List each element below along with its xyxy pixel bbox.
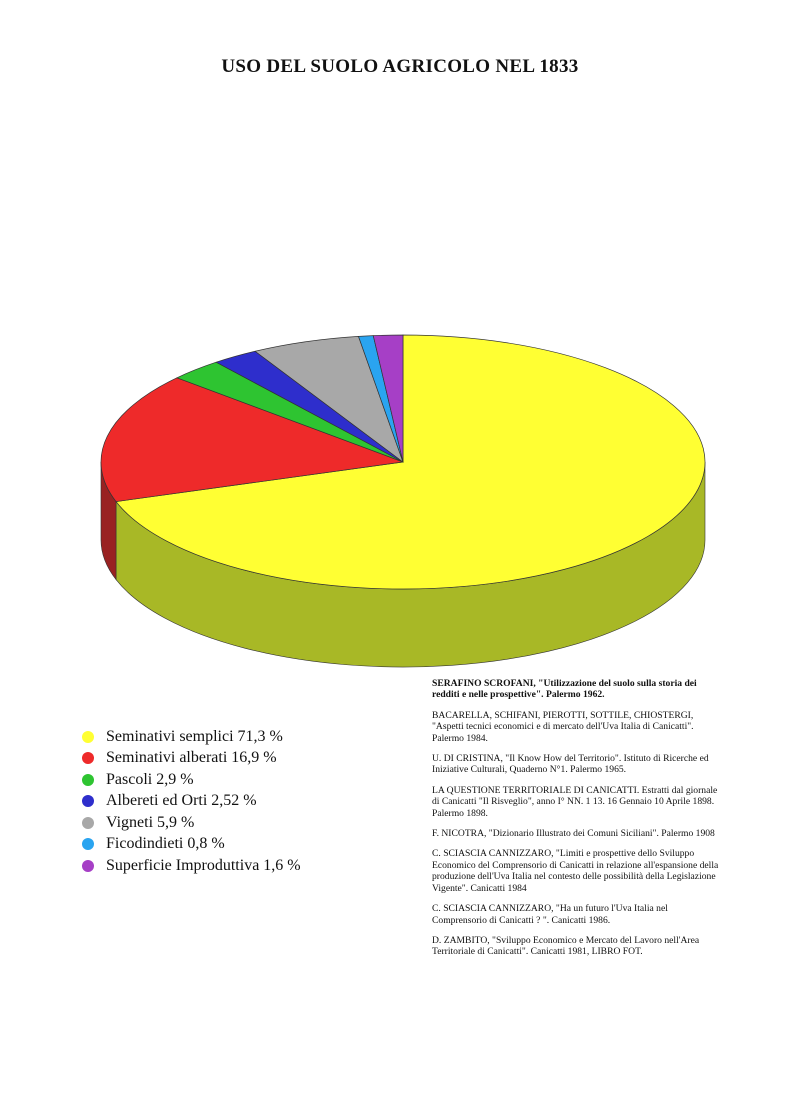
bibliography — [432, 678, 722, 967]
reference-entry: U. DI CRISTINA, "Il Know How del Territorio". Istituto di Ricerche ed Iniziative Culturali, Quaderno N°1. Palermo 1965. — [432, 753, 709, 776]
legend-item — [82, 812, 402, 834]
legend-swatch — [82, 795, 94, 807]
reference-entry: C. SCIASCIA CANNIZZARO, "Limiti e prospettive dello Sviluppo Economico del Comprensorio di Canicatti in relazione all'espansione della produzione dell'Uva Italia nel contesto delle possibilità della Legislazione Vigente". Canicatti 1984 — [432, 848, 719, 894]
reference-entry: LA QUESTIONE TERRITORIALE DI CANICATTI. Estratti dal giornale di Canicatti "Il Risveglio", anno I° NN. 1 13. 16 Gennaio 10 Aprile 1898. Palermo 1898. — [432, 784, 718, 819]
pie-slices — [101, 335, 705, 589]
chart-title: USO DEL SUOLO AGRICOLO NEL 1833 — [221, 56, 579, 77]
legend-swatch — [82, 838, 94, 850]
legend-swatch — [82, 774, 94, 786]
legend-label: Seminativi alberati 16,9 % — [106, 749, 277, 767]
legend-label: Pascoli 2,9 % — [106, 770, 194, 788]
legend-label: Ficodindieti 0,8 % — [106, 835, 225, 853]
legend — [82, 726, 402, 877]
pie-chart — [0, 300, 800, 700]
legend-item — [82, 726, 402, 748]
legend-swatch — [82, 817, 94, 829]
reference-entry: C. SCIASCIA CANNIZZARO, "Ha un futuro l'Uva Italia nel Comprensorio di Canicatti ? ". Canicatti 1986. — [432, 903, 668, 926]
legend-label: Seminativi semplici 71,3 % — [106, 727, 283, 745]
legend-item — [82, 855, 402, 877]
legend-label: Superficie Improduttiva 1,6 % — [106, 856, 301, 874]
legend-item — [82, 834, 402, 856]
legend-item — [82, 769, 402, 791]
legend-item — [82, 748, 402, 770]
legend-label: Vigneti 5,9 % — [106, 813, 195, 831]
legend-swatch — [82, 860, 94, 872]
legend-swatch — [82, 752, 94, 764]
reference-entry: SERAFINO SCROFANI, "Utilizzazione del suolo sulla storia dei redditi e nelle prospettive". Palermo 1962. — [432, 678, 697, 701]
reference-entry: F. NICOTRA, "Dizionario Illustrato dei Comuni Siciliani". Palermo 1908 — [432, 828, 715, 840]
legend-label: Albereti ed Orti 2,52 % — [106, 792, 257, 810]
legend-item — [82, 791, 402, 813]
reference-entry: BACARELLA, SCHIFANI, PIEROTTI, SOTTILE, CHIOSTERGI, "Aspetti tecnici economici e di mercato dell'Uva Italia di Canicatti". Palermo 1984. — [432, 709, 694, 744]
reference-entry: D. ZAMBITO, "Sviluppo Economico e Mercato del Lavoro nell'Area Territoriale di Canicatti". Canicatti 1981, LIBRO FOT. — [432, 934, 700, 958]
legend-swatch — [82, 731, 94, 743]
